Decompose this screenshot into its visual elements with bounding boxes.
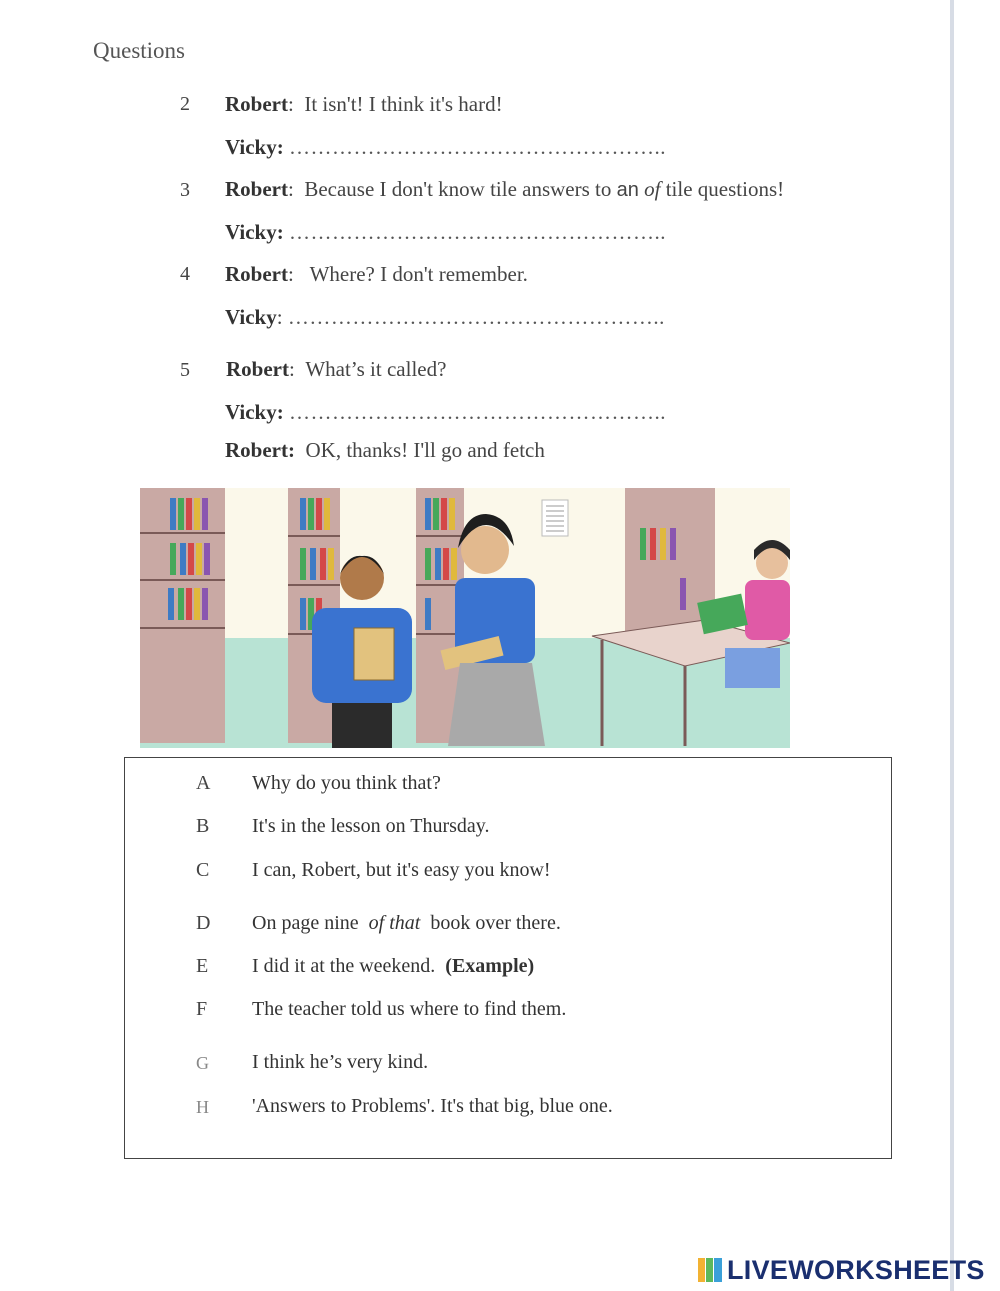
option-letter: G: [196, 1053, 209, 1073]
question-number: 3: [180, 179, 190, 201]
logo-mark-icon: [697, 1257, 723, 1283]
dialogue-line-vicky: [225, 400, 666, 425]
option-text[interactable]: I can, Robert, but it's easy you know!: [252, 859, 551, 881]
example-tag: (Example): [445, 955, 535, 977]
option-text[interactable]: I think he’s very kind.: [252, 1051, 429, 1073]
page-edge-rule: [950, 0, 954, 1291]
speaker-name: Robert: [225, 92, 288, 116]
option-text[interactable]: The teacher told us where to find them.: [252, 998, 567, 1020]
answer-blank[interactable]: ……………………………………………..: [288, 400, 666, 424]
option-letter: C: [196, 859, 210, 881]
speaker-name: Vicky: [225, 305, 277, 329]
liveworksheets-logo: [697, 1253, 985, 1287]
option-letter: F: [196, 998, 208, 1020]
answer-blank[interactable]: ……………………………………………..: [287, 305, 665, 329]
dialogue-line-robert: Robert: What’s it called?: [226, 357, 447, 381]
dialogue-text: OK, thanks! I'll go and fetch: [305, 438, 545, 462]
question-number: 2: [180, 93, 190, 115]
dialogue-line-robert: Robert: It isn't! I think it's hard!: [225, 92, 503, 116]
speaker-name: Robert:: [225, 438, 295, 462]
dialogue-line-robert: [225, 438, 545, 463]
option-letter: B: [196, 815, 210, 837]
question-number: 4: [180, 263, 190, 285]
dialogue-line-robert: Robert: Where? I don't remember.: [225, 262, 528, 286]
dialogue-line-vicky: Vicky: ……………………………………………..: [225, 305, 665, 329]
speaker-name: Robert: [225, 177, 288, 201]
option-text[interactable]: It's in the lesson on Thursday.: [252, 815, 490, 837]
option-text[interactable]: I did it at the weekend. (Example): [252, 955, 535, 977]
speaker-name: Robert: [226, 357, 289, 381]
speaker-name: Vicky:: [225, 400, 284, 424]
option-text[interactable]: On page nine of that book over there.: [252, 912, 561, 934]
library-illustration: [140, 488, 790, 748]
question-number: 5: [180, 359, 190, 381]
dialogue-line-vicky: [225, 135, 666, 160]
dialogue-text: What’s it called?: [305, 357, 447, 381]
option-letter: D: [196, 912, 211, 934]
dialogue-line-robert: Robert: Because I don't know tile answers to an of tile questions!: [225, 177, 785, 201]
answer-blank[interactable]: ……………………………………………..: [288, 135, 666, 159]
logo-text: LIVEWORKSHEETS: [727, 1254, 985, 1285]
answer-blank[interactable]: ……………………………………………..: [288, 220, 666, 244]
dialogue-text: Where? I don't remember.: [309, 262, 528, 286]
option-letter: A: [196, 772, 211, 794]
option-letter: E: [196, 955, 209, 977]
option-text[interactable]: 'Answers to Problems'. It's that big, blue one.: [252, 1095, 613, 1117]
dialogue-text: It isn't! I think it's hard!: [304, 92, 503, 116]
option-letter: H: [196, 1097, 209, 1117]
speaker-name: Robert: [225, 262, 288, 286]
dialogue-line-vicky: [225, 220, 666, 245]
speaker-name: Vicky:: [225, 135, 284, 159]
option-text[interactable]: Why do you think that?: [252, 772, 441, 794]
speaker-name: Vicky:: [225, 220, 284, 244]
page-heading: Questions: [93, 38, 185, 63]
